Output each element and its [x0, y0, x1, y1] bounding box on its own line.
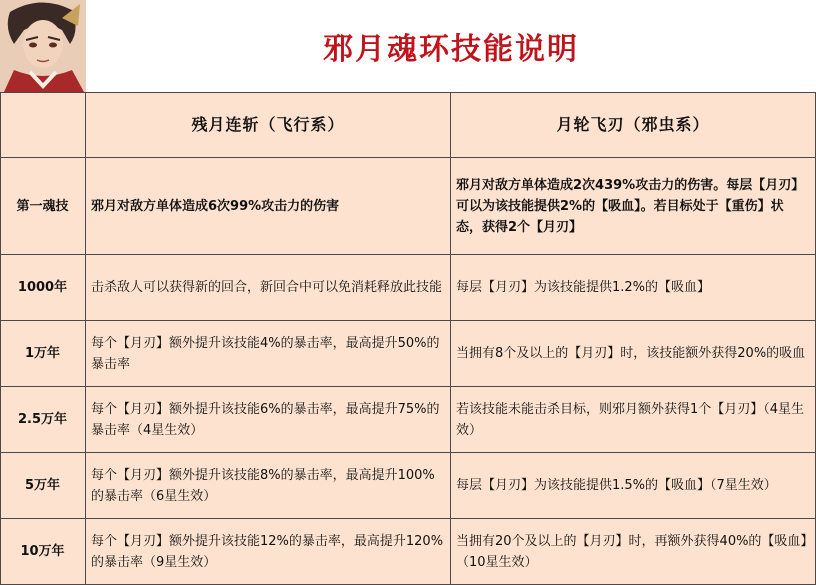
skill-desc-right: 若该技能未能击杀目标，则邪月额外获得1个【月刃】（4星生效） [451, 387, 816, 453]
skill-desc-left: 击杀敌人可以获得新的回合，新回合中可以免消耗释放此技能 [86, 255, 451, 321]
portrait-illustration [0, 0, 86, 92]
row-label: 10万年 [0, 519, 86, 585]
row-label: 第一魂技 [0, 158, 86, 255]
skill-desc-right: 每层【月刃】为该技能提供1.2%的【吸血】 [451, 255, 816, 321]
column-header-right: 月轮飞刃（邪虫系） [451, 92, 816, 158]
skill-desc-left: 每个【月刃】额外提升该技能4%的暴击率，最高提升50%的暴击率 [86, 321, 451, 387]
row-label: 2.5万年 [0, 387, 86, 453]
page-title: 邪月魂环技能说明 [323, 32, 579, 67]
skill-desc-left: 邪月对敌方单体造成6次99%攻击力的伤害 [86, 158, 451, 255]
row-label: 1000年 [0, 255, 86, 321]
column-header-left: 残月连斩（飞行系） [86, 92, 451, 158]
skill-desc-right: 当拥有8个及以上的【月刃】时，该技能额外获得20%的吸血 [451, 321, 816, 387]
skill-desc-left: 每个【月刃】额外提升该技能8%的暴击率，最高提升100%的暴击率（6星生效） [86, 453, 451, 519]
skill-desc-right: 当拥有20个及以上的【月刃】时，再额外获得40%的【吸血】（10星生效） [451, 519, 816, 585]
skill-desc-left: 每个【月刃】额外提升该技能12%的暴击率，最高提升120%的暴击率（9星生效） [86, 519, 451, 585]
row-label: 5万年 [0, 453, 86, 519]
row-label: 1万年 [0, 321, 86, 387]
corner-cell [0, 92, 86, 158]
skill-desc-right: 每层【月刃】为该技能提供1.5%的【吸血】（7星生效） [451, 453, 816, 519]
header [0, 0, 816, 92]
character-portrait [0, 0, 86, 92]
skill-table [0, 92, 816, 585]
skill-desc-right: 邪月对敌方单体造成2次439%攻击力的伤害。每层【月刃】可以为该技能提供2%的【吸血】。若目标处于【重伤】状态，获得2个【月刃】 [451, 158, 816, 255]
skill-desc-left: 每个【月刃】额外提升该技能6%的暴击率，最高提升75%的暴击率（4星生效） [86, 387, 451, 453]
